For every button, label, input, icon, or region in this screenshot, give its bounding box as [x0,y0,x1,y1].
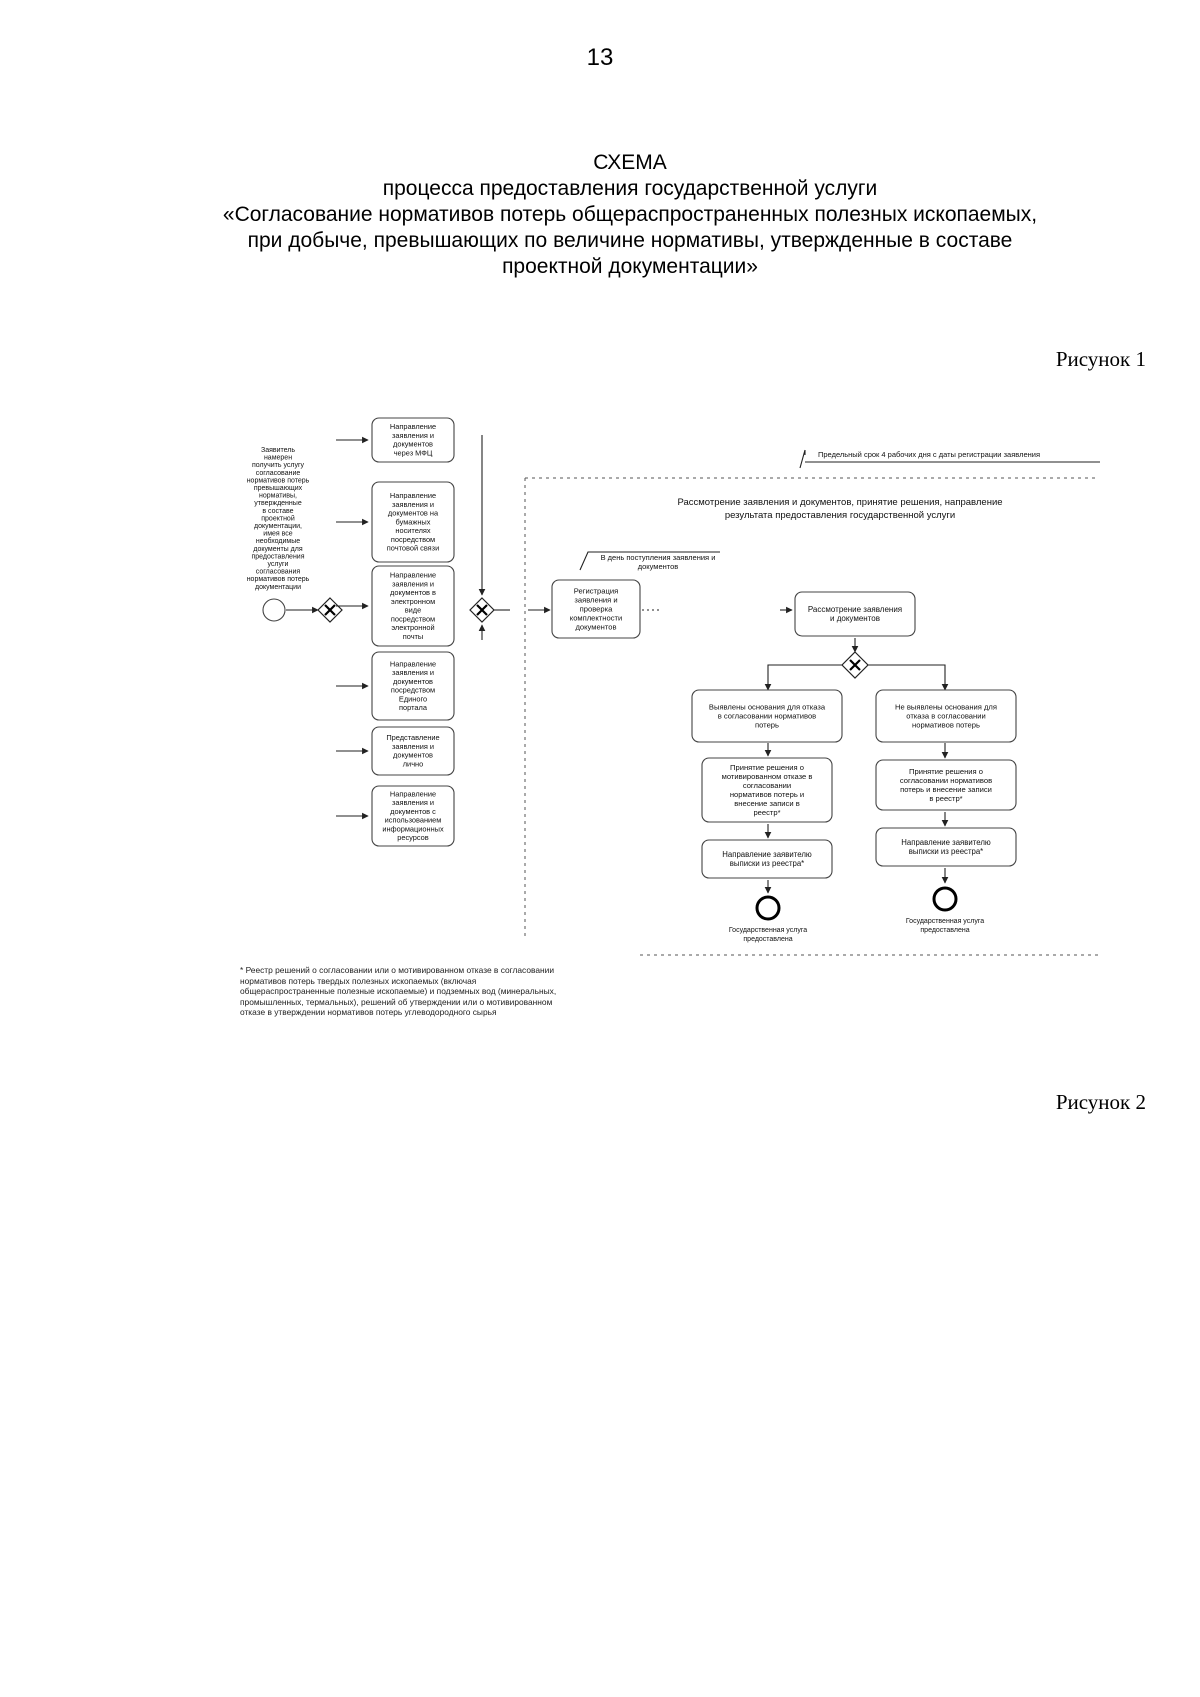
channel-box [336,652,454,720]
refusal-found-text: Выявлены основания для отказа в согласовании нормативов потерь [708,702,826,730]
review-box-text: Рассмотрение заявления и документов [807,604,903,624]
end-refusal-label: Государственная услуга предоставлена [728,927,808,943]
send-approval-extract-box [876,828,1016,866]
channel-box-text: Направление заявления и документов в электронном виде посредством электронной почты [389,570,437,641]
start-event [263,599,285,621]
channel-box [336,786,454,846]
figure-1-label: Рисунок 1 [1055,347,1146,371]
svg-text:В день поступления заявления и: В день поступления заявления и документов [600,553,716,571]
refusal-grounds-not-found-box [876,690,1016,742]
svg-text:Предельный срок 4 рабочих дня: Предельный срок 4 рабочих дня с даты регистрации заявления [818,450,1041,459]
channel-box-text: Направление заявления и документов с использованием информационных ресурсов [382,789,444,843]
title-line-4: при добыче, превышающих по величине нормативы, утвержденные в составе [247,229,1013,252]
decision-refuse-text: Принятие решения о мотивированном отказе в согласовании нормативов потерь и внесение записи в реестр* [721,762,813,817]
channel-box [336,566,454,646]
page-number: 13 [586,44,614,71]
channel-box-text: Направление заявления и документов на бумажных носителях посредством почтовой связи [386,491,440,553]
refusal-decision-box [702,758,832,822]
title-line-3: «Согласование нормативов потерь общераспространенных полезных ископаемых, [222,203,1038,226]
send-refusal-extract-box [702,840,832,878]
approval-decision-box [876,760,1016,810]
decision-gateway [842,652,868,678]
start-note [247,447,310,591]
footnote-line: промышленных, термальных), решений об утверждении или о мотивированном [240,996,553,1007]
merge-gateway [470,598,494,622]
send-approve-text: Направление заявителю выписки из реестра* [901,837,991,857]
figure-2-label: Рисунок 2 [1055,1090,1146,1114]
connector-approval-branch [868,665,945,690]
footnote-line: нормативов потерь твердых полезных ископаемых (включая [240,975,477,986]
decision-approve-text: Принятие решения о согласовании нормативов потерь и внесение записи в реестр* [899,766,993,803]
lane-title: Рассмотрение заявления и документов, принятие решения, направление результата предоставления государственной услуги [677,497,1003,521]
registration-box [552,580,640,638]
channel-box [336,727,454,775]
end-event-approval [934,888,956,910]
day-note [580,552,720,571]
footnote-line: общераспространенные полезные ископаемые) и подземных вод (минеральных, [240,986,557,996]
title-line-2: процесса предоставления государственной услуги [382,177,878,200]
channel-box-text: Представление заявления и документов лично [386,733,440,769]
split-gateway [318,598,342,622]
registration-box-text: Регистрация заявления и проверка комплектности документов [569,586,623,632]
refusal-grounds-found-box [692,690,842,742]
footnote-line: отказе в утверждении нормативов потерь углеводородного сырья [240,1007,497,1017]
end-event-refusal [757,897,779,919]
title-line-1: СХЕМА [593,151,667,174]
channel-box-text: Направление заявления и документов через МФЦ [389,422,437,458]
channel-box [336,482,454,562]
send-refuse-text: Направление заявителю выписки из реестра* [722,849,812,869]
footnote [240,965,640,1018]
svg-text:Заявительнамеренполучить услуг: Заявитель намерен получить услугу согласование нормативов потерь превышающих нормативы, утвержденные в составе проектной документации, имея все необходимые документы для предоставления услуги согласования нормативов потерь документации [246,447,310,591]
end-approval-label: Государственная услуга предоставлена [905,918,985,934]
title-line-5: проектной документации» [502,255,758,278]
refusal-not-found-text: Не выявлены основания для отказа в согласовании нормативов потерь [895,702,997,730]
deadline-annotation [800,450,1100,468]
footnote-line: * Реестр решений о согласовании или о мотивированном отказе в согласовании [240,965,554,975]
channel-box [336,418,454,462]
connector-refusal-branch [768,665,842,690]
channel-box-text: Направление заявления и документов посредством Единого портала [389,659,437,713]
submission-channels [336,418,454,846]
review-box [795,592,915,636]
